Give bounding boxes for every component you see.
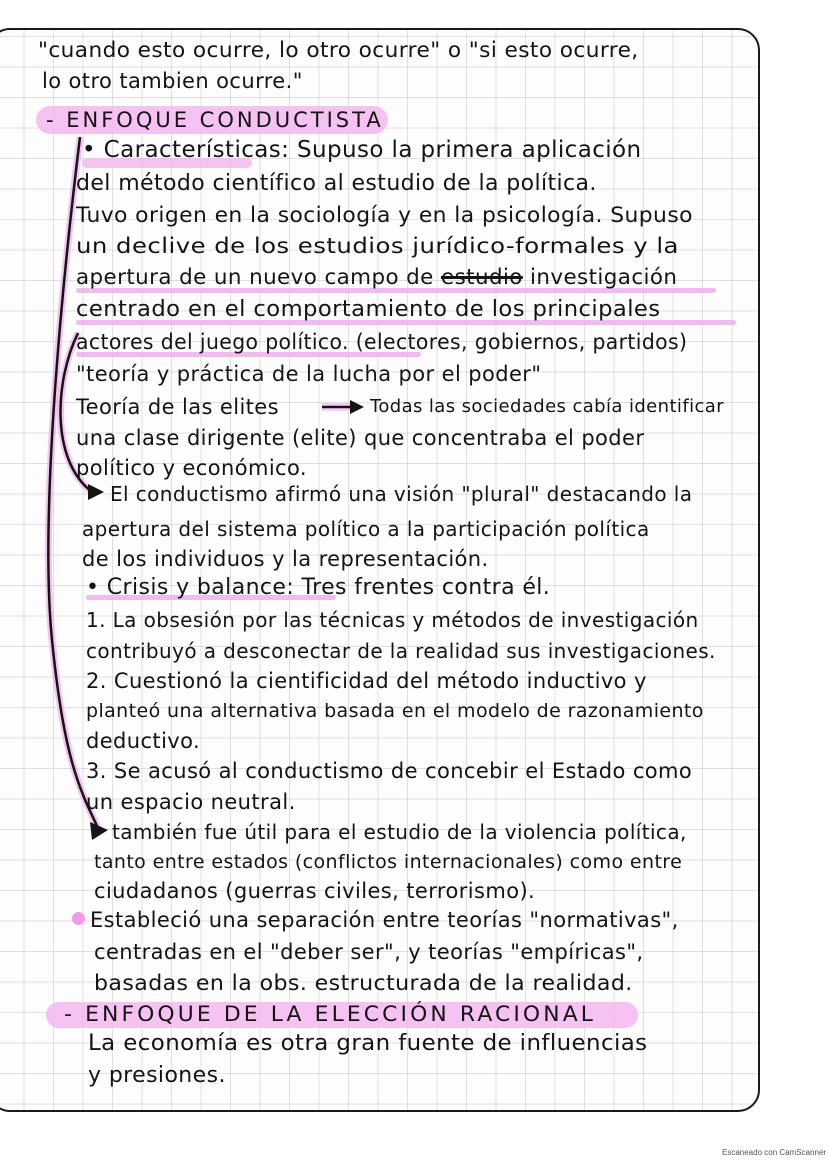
text-line-22: planteó una alternativa basada en el modelo de razonamiento: [86, 700, 704, 722]
text-line-23: deductivo.: [86, 729, 201, 753]
text-line-9: centrado en el comportamiento de los principales: [76, 297, 661, 322]
item-2: 2. Cuestionó la cientificidad del método inductivo y: [86, 669, 647, 693]
text-line-34: y presiones.: [88, 1063, 226, 1088]
bullet-caracteristicas: • Características: Supuso la primera aplicación: [82, 137, 642, 163]
text-tambien-util: también fue útil para el estudio de la violencia política,: [112, 820, 687, 844]
text-line-5: del método científico al estudio de la política.: [76, 171, 597, 196]
text-establecio: Estableció una separación entre teorías "normativas",: [90, 908, 679, 932]
text-line-20: contribuyó a desconectar de la realidad sus investigaciones.: [86, 639, 716, 663]
text-investigacion: investigación: [530, 265, 678, 289]
text-line-14: político y económico.: [76, 456, 307, 480]
text-conductismo-plural: El conductismo afirmó una visión "plural" destacando la: [110, 482, 693, 506]
bullet-crisis-balance: • Crisis y balance: Tres frentes contra él.: [86, 575, 551, 600]
text-line-2: lo otro tambien ocurre.": [42, 69, 303, 93]
text-line-10: actores del juego político. (electores, gobiernos, partidos): [76, 330, 688, 354]
camscanner-watermark: Escaneado con CamScanner: [722, 1148, 827, 1157]
text-apertura: apertura de un nuevo campo de: [76, 265, 434, 289]
item-3: 3. Se acusó al conductismo de concebir el Estado como: [86, 759, 693, 783]
text-line-30: centradas en el "deber ser", y teorías "empíricas",: [94, 940, 644, 964]
crossed-out-word: estudio: [441, 265, 523, 289]
text-line-31: basadas en la obs. estructurada de la realidad.: [94, 971, 633, 995]
text-line-16: apertura del sistema político a la participación política: [82, 517, 650, 541]
heading-eleccion-racional: - ENFOQUE DE LA ELECCIÓN RACIONAL: [64, 1002, 597, 1026]
text-line-13: una clase dirigente (elite) que concentraba el poder: [76, 426, 645, 450]
text-line-7: un declive de los estudios jurídico-formales y la: [76, 234, 679, 258]
item-1: 1. La obsesión por las técnicas y métodos de investigación: [86, 608, 699, 632]
text-line-25: un espacio neutral.: [86, 790, 296, 814]
text-line-27: tanto entre estados (conflictos internacionales) como entre: [94, 851, 683, 873]
text-line-1: "cuando esto ocurre, lo otro ocurre" o "si esto ocurre,: [38, 38, 639, 62]
text-line-8: [76, 263, 677, 291]
text-todas-sociedades: Todas las sociedades cabía identificar: [370, 396, 724, 417]
text-line-17: de los individuos y la representación.: [82, 547, 489, 571]
text-line-6: Tuvo origen en la sociología y en la psicología. Supuso: [76, 203, 693, 227]
text-teoria-elites: Teoría de las elites: [76, 395, 279, 419]
heading-enfoque-conductista: - ENFOQUE CONDUCTISTA: [46, 108, 384, 132]
text-line-28: ciudadanos (guerras civiles, terrorismo).: [94, 879, 536, 903]
text-line-33: La economía es otra gran fuente de influencias: [88, 1031, 648, 1056]
text-line-11: "teoría y práctica de la lucha por el poder": [76, 362, 542, 386]
